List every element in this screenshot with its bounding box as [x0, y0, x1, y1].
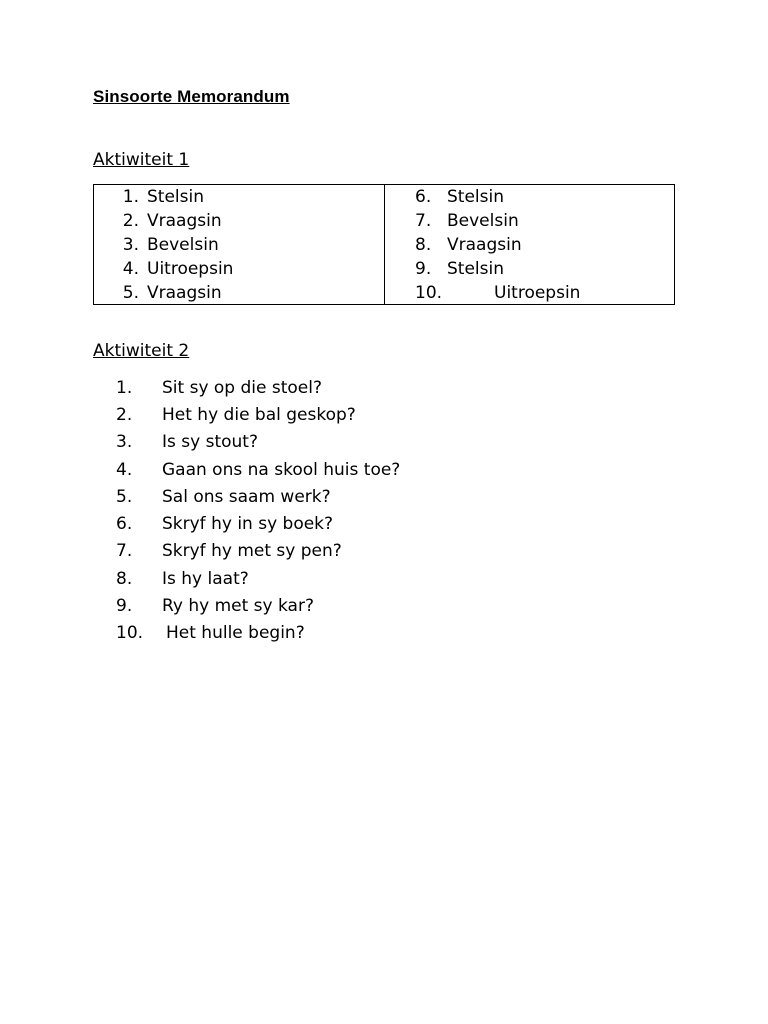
answer-column-right [385, 185, 674, 304]
item-number: 5. [116, 487, 133, 507]
item-number: 3. [116, 432, 133, 452]
answer-number: 7. [415, 211, 432, 231]
answer-text: Stelsin [447, 187, 504, 207]
item-number: 2. [116, 405, 133, 425]
activity-1-heading: Aktiwiteit 1 [93, 150, 190, 170]
answer-number: 6. [415, 187, 432, 207]
item-number: 10. [116, 623, 144, 643]
item-number: 7. [116, 541, 133, 561]
item-text: Is hy laat? [162, 569, 249, 589]
item-number: 4. [116, 460, 133, 480]
item-text: Skryf hy in sy boek? [162, 514, 334, 534]
answer-number: 4. [122, 259, 139, 279]
item-text: Het hulle begin? [166, 623, 305, 643]
answer-number: 9. [415, 259, 432, 279]
answer-number: 1. [122, 187, 139, 207]
item-number: 6. [116, 514, 133, 534]
item-text: Ry hy met sy kar? [162, 596, 314, 616]
answer-number: 8. [415, 235, 432, 255]
answer-number: 2. [122, 211, 139, 231]
answer-text: Bevelsin [147, 235, 219, 255]
answer-text: Bevelsin [447, 211, 519, 231]
answer-text: Vraagsin [147, 283, 222, 303]
answer-text: Uitroepsin [147, 259, 234, 279]
item-text: Het hy die bal geskop? [162, 405, 356, 425]
activity-2-heading: Aktiwiteit 2 [93, 341, 190, 361]
answer-number: 10. [415, 283, 443, 303]
item-text: Gaan ons na skool huis toe? [162, 460, 401, 480]
item-text: Skryf hy met sy pen? [162, 541, 342, 561]
item-number: 9. [116, 596, 133, 616]
answer-text: Uitroepsin [494, 283, 581, 303]
document-title: Sinsoorte Memorandum [93, 87, 290, 106]
item-text: Is sy stout? [162, 432, 258, 452]
item-number: 1. [116, 378, 133, 398]
activity-1-answer-table [93, 184, 675, 305]
answer-number: 3. [122, 235, 139, 255]
item-text: Sit sy op die stoel? [162, 378, 323, 398]
answer-text: Vraagsin [447, 235, 522, 255]
answer-text: Stelsin [447, 259, 504, 279]
item-text: Sal ons saam werk? [162, 487, 331, 507]
answer-text: Vraagsin [147, 211, 222, 231]
item-number: 8. [116, 569, 133, 589]
answer-text: Stelsin [147, 187, 204, 207]
answer-column-left [94, 185, 385, 304]
answer-number: 5. [122, 283, 139, 303]
